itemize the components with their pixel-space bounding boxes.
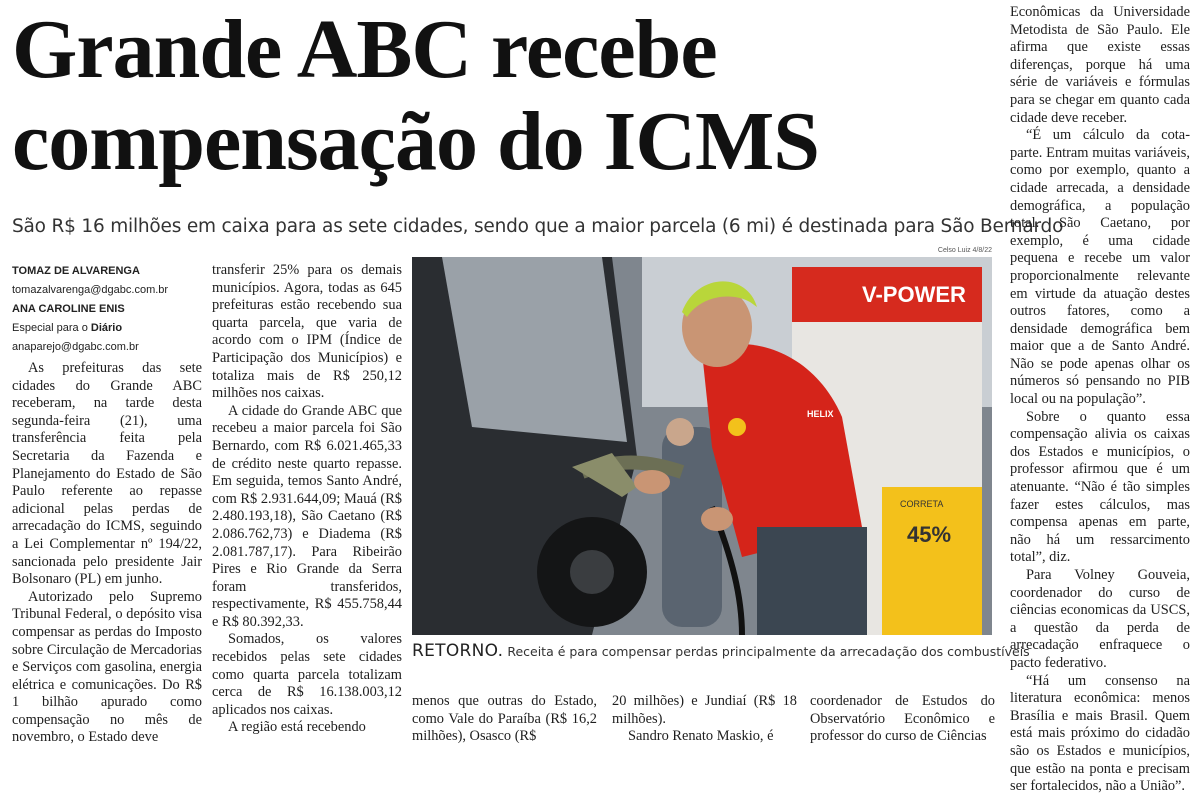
body-paragraph: menos que outras do Estado, como Vale do Paraíba (R$ 16,2 milhões), Osasco (R$ <box>412 693 597 745</box>
truck-wheel-hub <box>570 550 614 594</box>
body-column-3a <box>412 693 597 746</box>
byline <box>12 262 202 357</box>
body-paragraph: A cidade do Grande ABC que recebeu a maior parcela foi São Bernardo, com R$ 6.021.465,33 de crédito neste quarto repasse. Em seguida, temos Santo André, com R$ 2.931.644,09; Mauá (R$ 2.480.193,18), São Caetano (R$ 2.086.762,73) e Diadema (R$ 2.081.787,17). Para Ribeirão Pires e Rio Grande da Serra foram transferidos, respectivamente, R$ 455.758,44 e R$ 80.392,33. <box>212 402 402 630</box>
shirt-logo: HELIX <box>807 409 834 419</box>
headline <box>12 4 997 188</box>
body-column-3b <box>612 693 797 746</box>
body-paragraph: Sobre o quanto essa compensação alivia os caixas dos Estados e municípios, o professor afirmou que é um atenuante. “Não é tão simples fazer estes cálculos, mas compensa apenas em parte, não há um ressarcimento total”, diz. <box>1010 408 1190 566</box>
body-paragraph: Somados, os valores recebidos pelas sete cidades como quarta parcela totalizam cerca de R$ 16.138.003,12 aplicados nos caixas. <box>212 631 402 718</box>
body-paragraph: Autorizado pelo Supremo Tribunal Federal, o depósito visa compensar as perdas do Imposto sobre Circulação de Mercadorias e Serviços com gasolina, energia elétrica e comunicações. Do R$ 1 bilhão apurado como compensação no mês de novembro, o Estado deve <box>12 588 202 746</box>
body-paragraph: 20 milhões) e Jundiaí (R$ 18 milhões). <box>612 693 797 727</box>
photo-illustration <box>412 257 992 635</box>
body-column-1 <box>12 360 202 747</box>
author-role-prefix: Especial para o <box>12 322 88 334</box>
photo-caption <box>412 641 1030 662</box>
subheadline: São R$ 16 milhões em caixa para as sete cidades, sendo que a maior parcela (6 mi) é destinada para São Bernardo <box>12 216 1064 237</box>
body-paragraph: As prefeituras das sete cidades do Grande ABC receberam, na tarde desta segunda-feira (21), uma transferência feita pela Secretaria da Fazenda e Planejamento do Estado de São Paulo referente ao repasse adicional pelas perdas de arrecadação do ICMS, seguindo a Lei Complementar nº 194/22, sancionada pelo presidente Jair Bolsonaro (PL) em junho. <box>12 360 202 588</box>
headline-line-2: compensação do ICMS <box>12 95 820 188</box>
body-paragraph: “Há um consenso na literatura econômica: menos Brasília e mais Brasil. Quem está mais próximo do cidadão são os Estados e municípios, que estão na ponta e precisam ser fortalecidos, não a União”. <box>1010 672 1190 795</box>
background-person-head <box>666 418 694 446</box>
attendant-hand <box>701 507 733 531</box>
author-name-1: TOMAZ DE ALVARENGA <box>12 265 140 277</box>
pump-percent: 45% <box>907 522 952 547</box>
pump-price-panel <box>882 487 982 635</box>
body-paragraph: Para Volney Gouveia, coordenador do curso de ciências economicas da USCS, a questão da perda de arrecadação enfraquece o pacto federativo. <box>1010 567 1190 671</box>
body-paragraph: Econômicas da Universidade Metodista de São Paulo. Ele afirma que existe essas diferenças, porque há uma série de variáveis e fórmulas para se chegar em quanto cada cidade deve receber. <box>1010 4 1190 126</box>
pump-sign: CORRETA <box>900 499 944 509</box>
body-column-4 <box>1010 4 1190 796</box>
body-paragraph: A região está recebendo <box>228 719 366 736</box>
truck-panel <box>442 257 627 442</box>
newspaper-name: Diário <box>90 322 123 334</box>
author-role-2 <box>12 319 202 338</box>
station-sign: V-POWER <box>862 282 966 307</box>
attendant-hand <box>634 470 670 494</box>
caption-text: Receita é para compensar perdas principalmente da arrecadação dos combustíveis <box>503 644 1030 659</box>
attendant-pants <box>757 527 867 635</box>
author-email-2: anaparejo@dgabc.com.br <box>12 341 139 353</box>
author-email-1: tomazalvarenga@dgabc.com.br <box>12 284 169 296</box>
body-column-2 <box>212 262 402 737</box>
author-name-2: ANA CAROLINE ENIS <box>12 303 125 315</box>
shell-logo-icon <box>728 418 746 436</box>
photo-credit: Celso Luiz 4/8/22 <box>937 247 992 254</box>
body-column-3c <box>810 693 995 746</box>
body-paragraph: transferir 25% para os demais municípios. Agora, todas as 645 prefeituras estão recebendo sua quarta parcela, que varia de acordo com o IPM (Índice de Participação dos Municípios) e totaliza mais de R$ 250,12 milhões nos caixas. <box>212 262 402 402</box>
body-paragraph: Sandro Renato Maskio, é <box>628 728 774 745</box>
body-paragraph: “É um cálculo da cota-parte. Entram muitas variáveis, como por exemplo, quanto a cidade arrecada, a densidade demográfica, a população total. São Caetano, por exemplo, é uma cidade pequena e recebe um valor proporcionalmente relevante em virtude da atuação destes outros fatores, como a densidade demográfica bem maior que a de Santo André. Não se pode apenas olhar os números só pensando no PIB local ou na população”. <box>1010 127 1190 408</box>
headline-line-1: Grande ABC recebe <box>12 3 717 96</box>
news-photo <box>412 257 992 635</box>
body-paragraph: coordenador de Estudos do Observatório Econômico e professor do curso de Ciências <box>810 693 995 745</box>
caption-lead: RETORNO. <box>412 641 504 661</box>
